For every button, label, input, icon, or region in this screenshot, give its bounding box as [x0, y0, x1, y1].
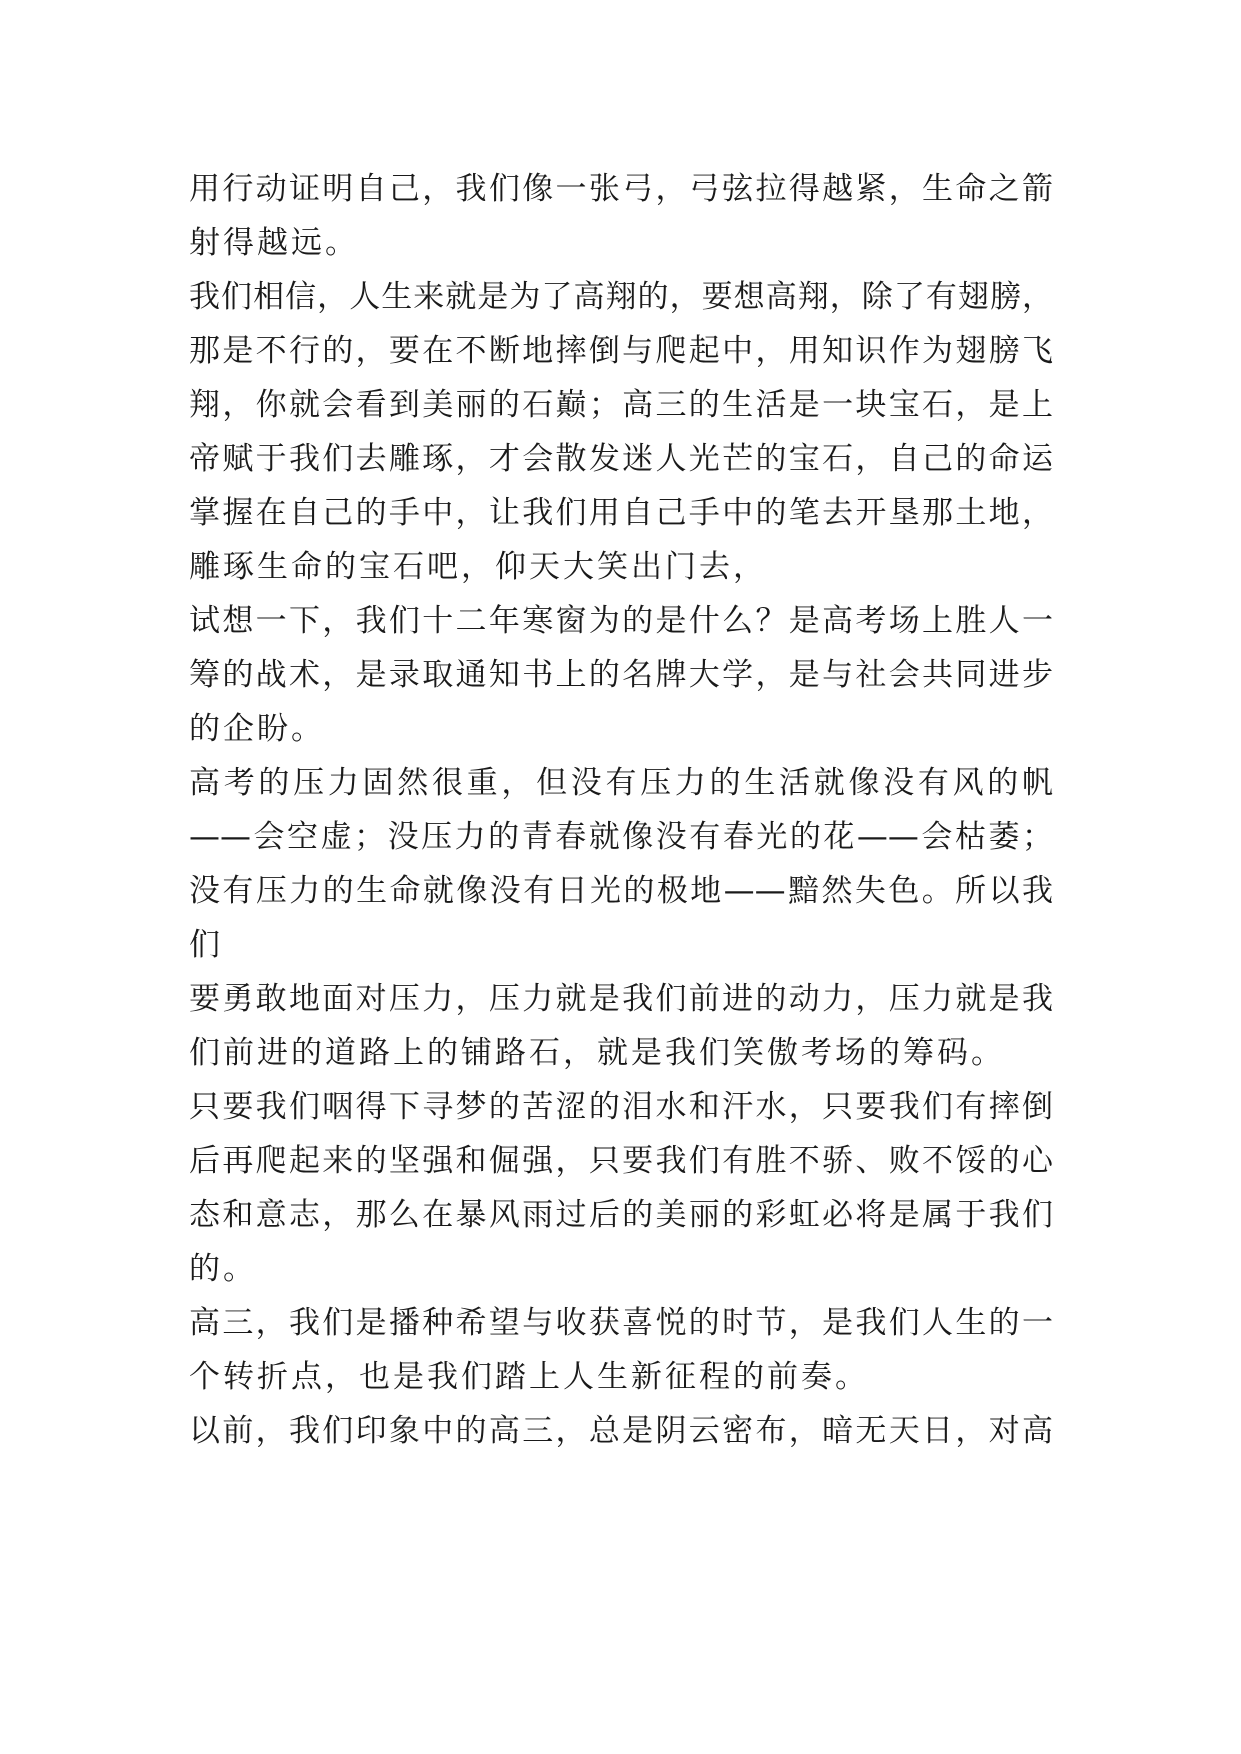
- text-line-12: 高考的压力固然很重，但没有压力的生活就像没有风的帆: [189, 765, 1053, 801]
- text-line-18: 只要我们咽得下寻梦的苦涩的泪水和汗水，只要我们有摔倒: [189, 1089, 1053, 1125]
- text-line-11: 的企盼。: [189, 711, 325, 747]
- text-line-21: 的。: [189, 1251, 257, 1287]
- text-line-5: 翔，你就会看到美丽的石巅；高三的生活是一块宝石，是上: [189, 387, 1053, 423]
- document-body: [189, 162, 1053, 1458]
- text-line-8: 雕琢生命的宝石吧，仰天大笑出门去，: [189, 549, 767, 585]
- text-line-3: 我们相信，人生来就是为了高翔的，要想高翔，除了有翅膀，: [189, 279, 1053, 315]
- text-line-17: 们前进的道路上的铺路石，就是我们笑傲考场的筹码。: [189, 1035, 1005, 1071]
- text-line-16: 要勇敢地面对压力，压力就是我们前进的动力，压力就是我: [189, 981, 1053, 1017]
- text-line-9: 试想一下，我们十二年寒窗为的是什么？是高考场上胜人一: [189, 603, 1053, 639]
- text-line-20: 态和意志，那么在暴风雨过后的美丽的彩虹必将是属于我们: [189, 1197, 1053, 1233]
- text-line-4: 那是不行的，要在不断地摔倒与爬起中，用知识作为翅膀飞: [189, 333, 1053, 369]
- text-line-1: 用行动证明自己，我们像一张弓，弓弦拉得越紧，生命之箭: [189, 171, 1053, 207]
- text-line-2: 射得越远。: [189, 225, 359, 261]
- text-line-19: 后再爬起来的坚强和倔强，只要我们有胜不骄、败不馁的心: [189, 1143, 1053, 1179]
- text-line-24: 以前，我们印象中的高三，总是阴云密布，暗无天日，对高: [189, 1413, 1053, 1449]
- text-line-13: ——会空虚；没压力的青春就像没有春光的花——会枯萎；: [189, 819, 1053, 855]
- text-line-6: 帝赋于我们去雕琢，才会散发迷人光芒的宝石，自己的命运: [189, 441, 1053, 477]
- text-line-15: 们: [189, 927, 223, 963]
- text-line-23: 个转折点，也是我们踏上人生新征程的前奏。: [189, 1359, 869, 1395]
- text-line-14: 没有压力的生命就像没有日光的极地——黯然失色。所以我: [189, 873, 1053, 909]
- text-line-7: 掌握在自己的手中，让我们用自己手中的笔去开垦那土地，: [189, 495, 1053, 531]
- text-line-10: 筹的战术，是录取通知书上的名牌大学，是与社会共同进步: [189, 657, 1053, 693]
- text-line-22: 高三，我们是播种希望与收获喜悦的时节，是我们人生的一: [189, 1305, 1053, 1341]
